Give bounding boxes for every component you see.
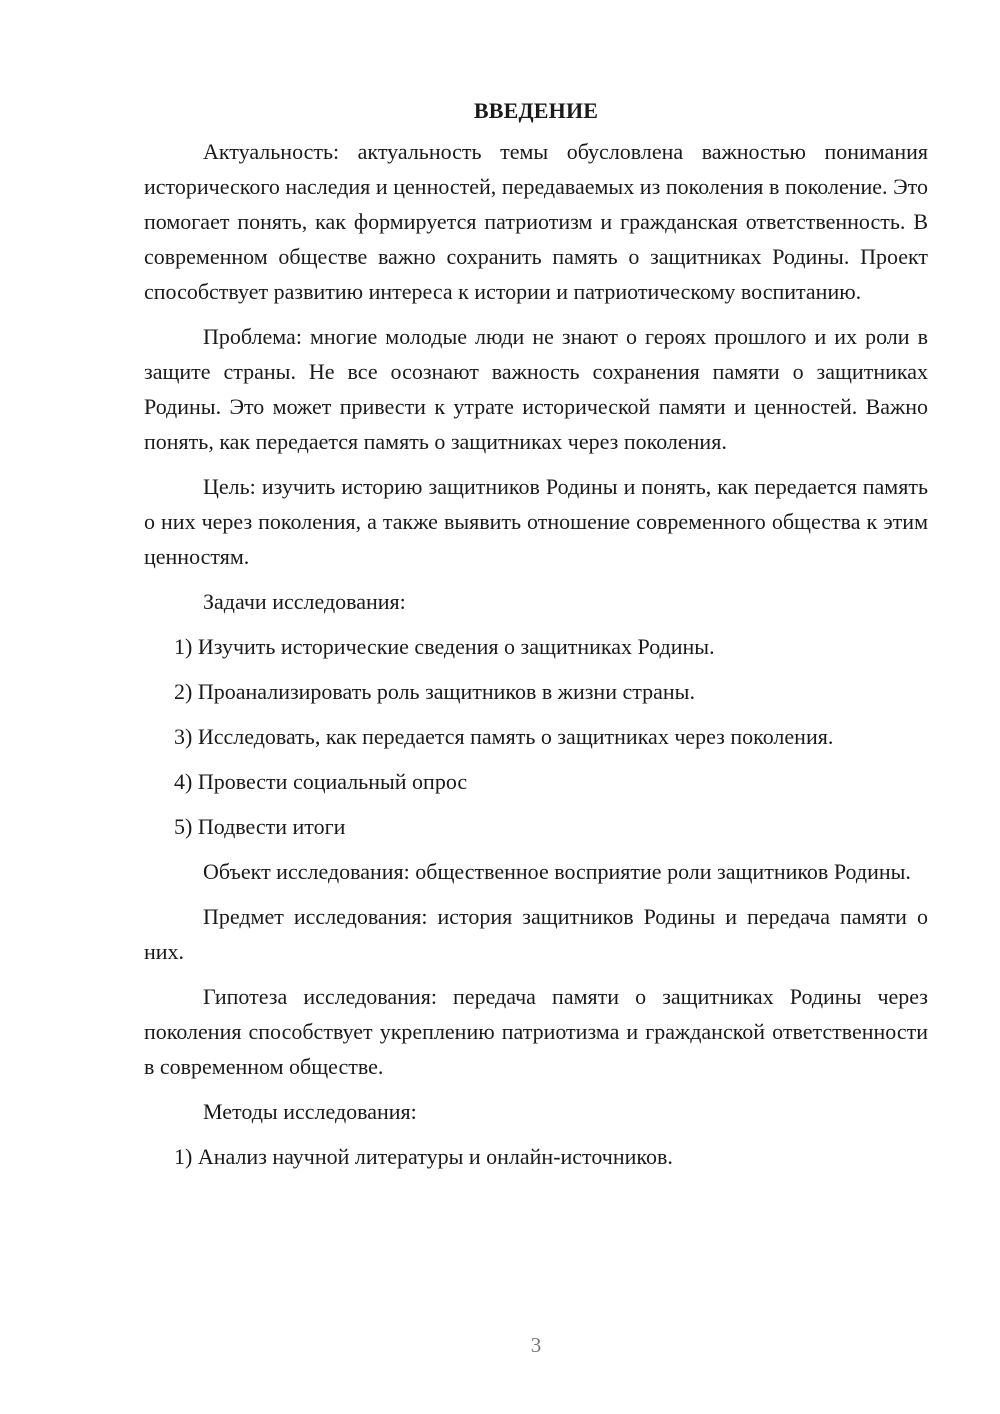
list-item: 5) Подвести итоги bbox=[174, 814, 346, 839]
hypothesis-paragraph: Гипотеза исследования: передача памяти о защитниках Родины через поколения способствует укреплению патриотизма и гражданской ответственности в современном обществе. bbox=[144, 984, 928, 1079]
subject-paragraph: Предмет исследования: история защитников Родины и передача памяти о них. bbox=[144, 904, 928, 964]
list-item: 3) Исследовать, как передается память о защитниках через поколения. bbox=[174, 724, 834, 749]
list-item: 1) Изучить исторические сведения о защитниках Родины. bbox=[174, 634, 715, 659]
list-item: 2) Проанализировать роль защитников в жизни страны. bbox=[174, 679, 695, 704]
methods-heading: Методы исследования: bbox=[203, 1099, 417, 1124]
list-item: 4) Провести социальный опрос bbox=[174, 769, 468, 794]
methods-list bbox=[144, 1139, 928, 1174]
problem-paragraph: Проблема: многие молодые люди не знают о героях прошлого и их роли в защите страны. Не все осознают важность сохранения памяти о защитниках Родины. Это может привести к утрате исторической памяти и ценностей. Важно понять, как передается память о защитниках через поколения. bbox=[144, 324, 928, 454]
document-body bbox=[144, 94, 928, 1184]
section-title: ВВЕДЕНИЕ bbox=[473, 98, 599, 123]
object-paragraph: Объект исследования: общественное восприятие роли защитников Родины. bbox=[203, 859, 911, 884]
tasks-list bbox=[144, 629, 928, 844]
relevance-paragraph: Актуальность: актуальность темы обусловлена важностью понимания исторического наследия и ценностей, передаваемых из поколения в поколение. Это помогает понять, как формируется патриотизм и гражданская ответственность. В современном обществе важно сохранить память о защитниках Родины. Проект способствует развитию интереса к истории и патриотическому воспитанию. bbox=[144, 139, 928, 304]
goal-paragraph: Цель: изучить историю защитников Родины и понять, как передается память о них через поколения, а также выявить отношение современного общества к этим ценностям. bbox=[144, 474, 928, 569]
tasks-heading: Задачи исследования: bbox=[203, 589, 406, 614]
list-item: 1) Анализ научной литературы и онлайн-источников. bbox=[174, 1144, 673, 1169]
page-number: 3 bbox=[530, 1333, 542, 1357]
